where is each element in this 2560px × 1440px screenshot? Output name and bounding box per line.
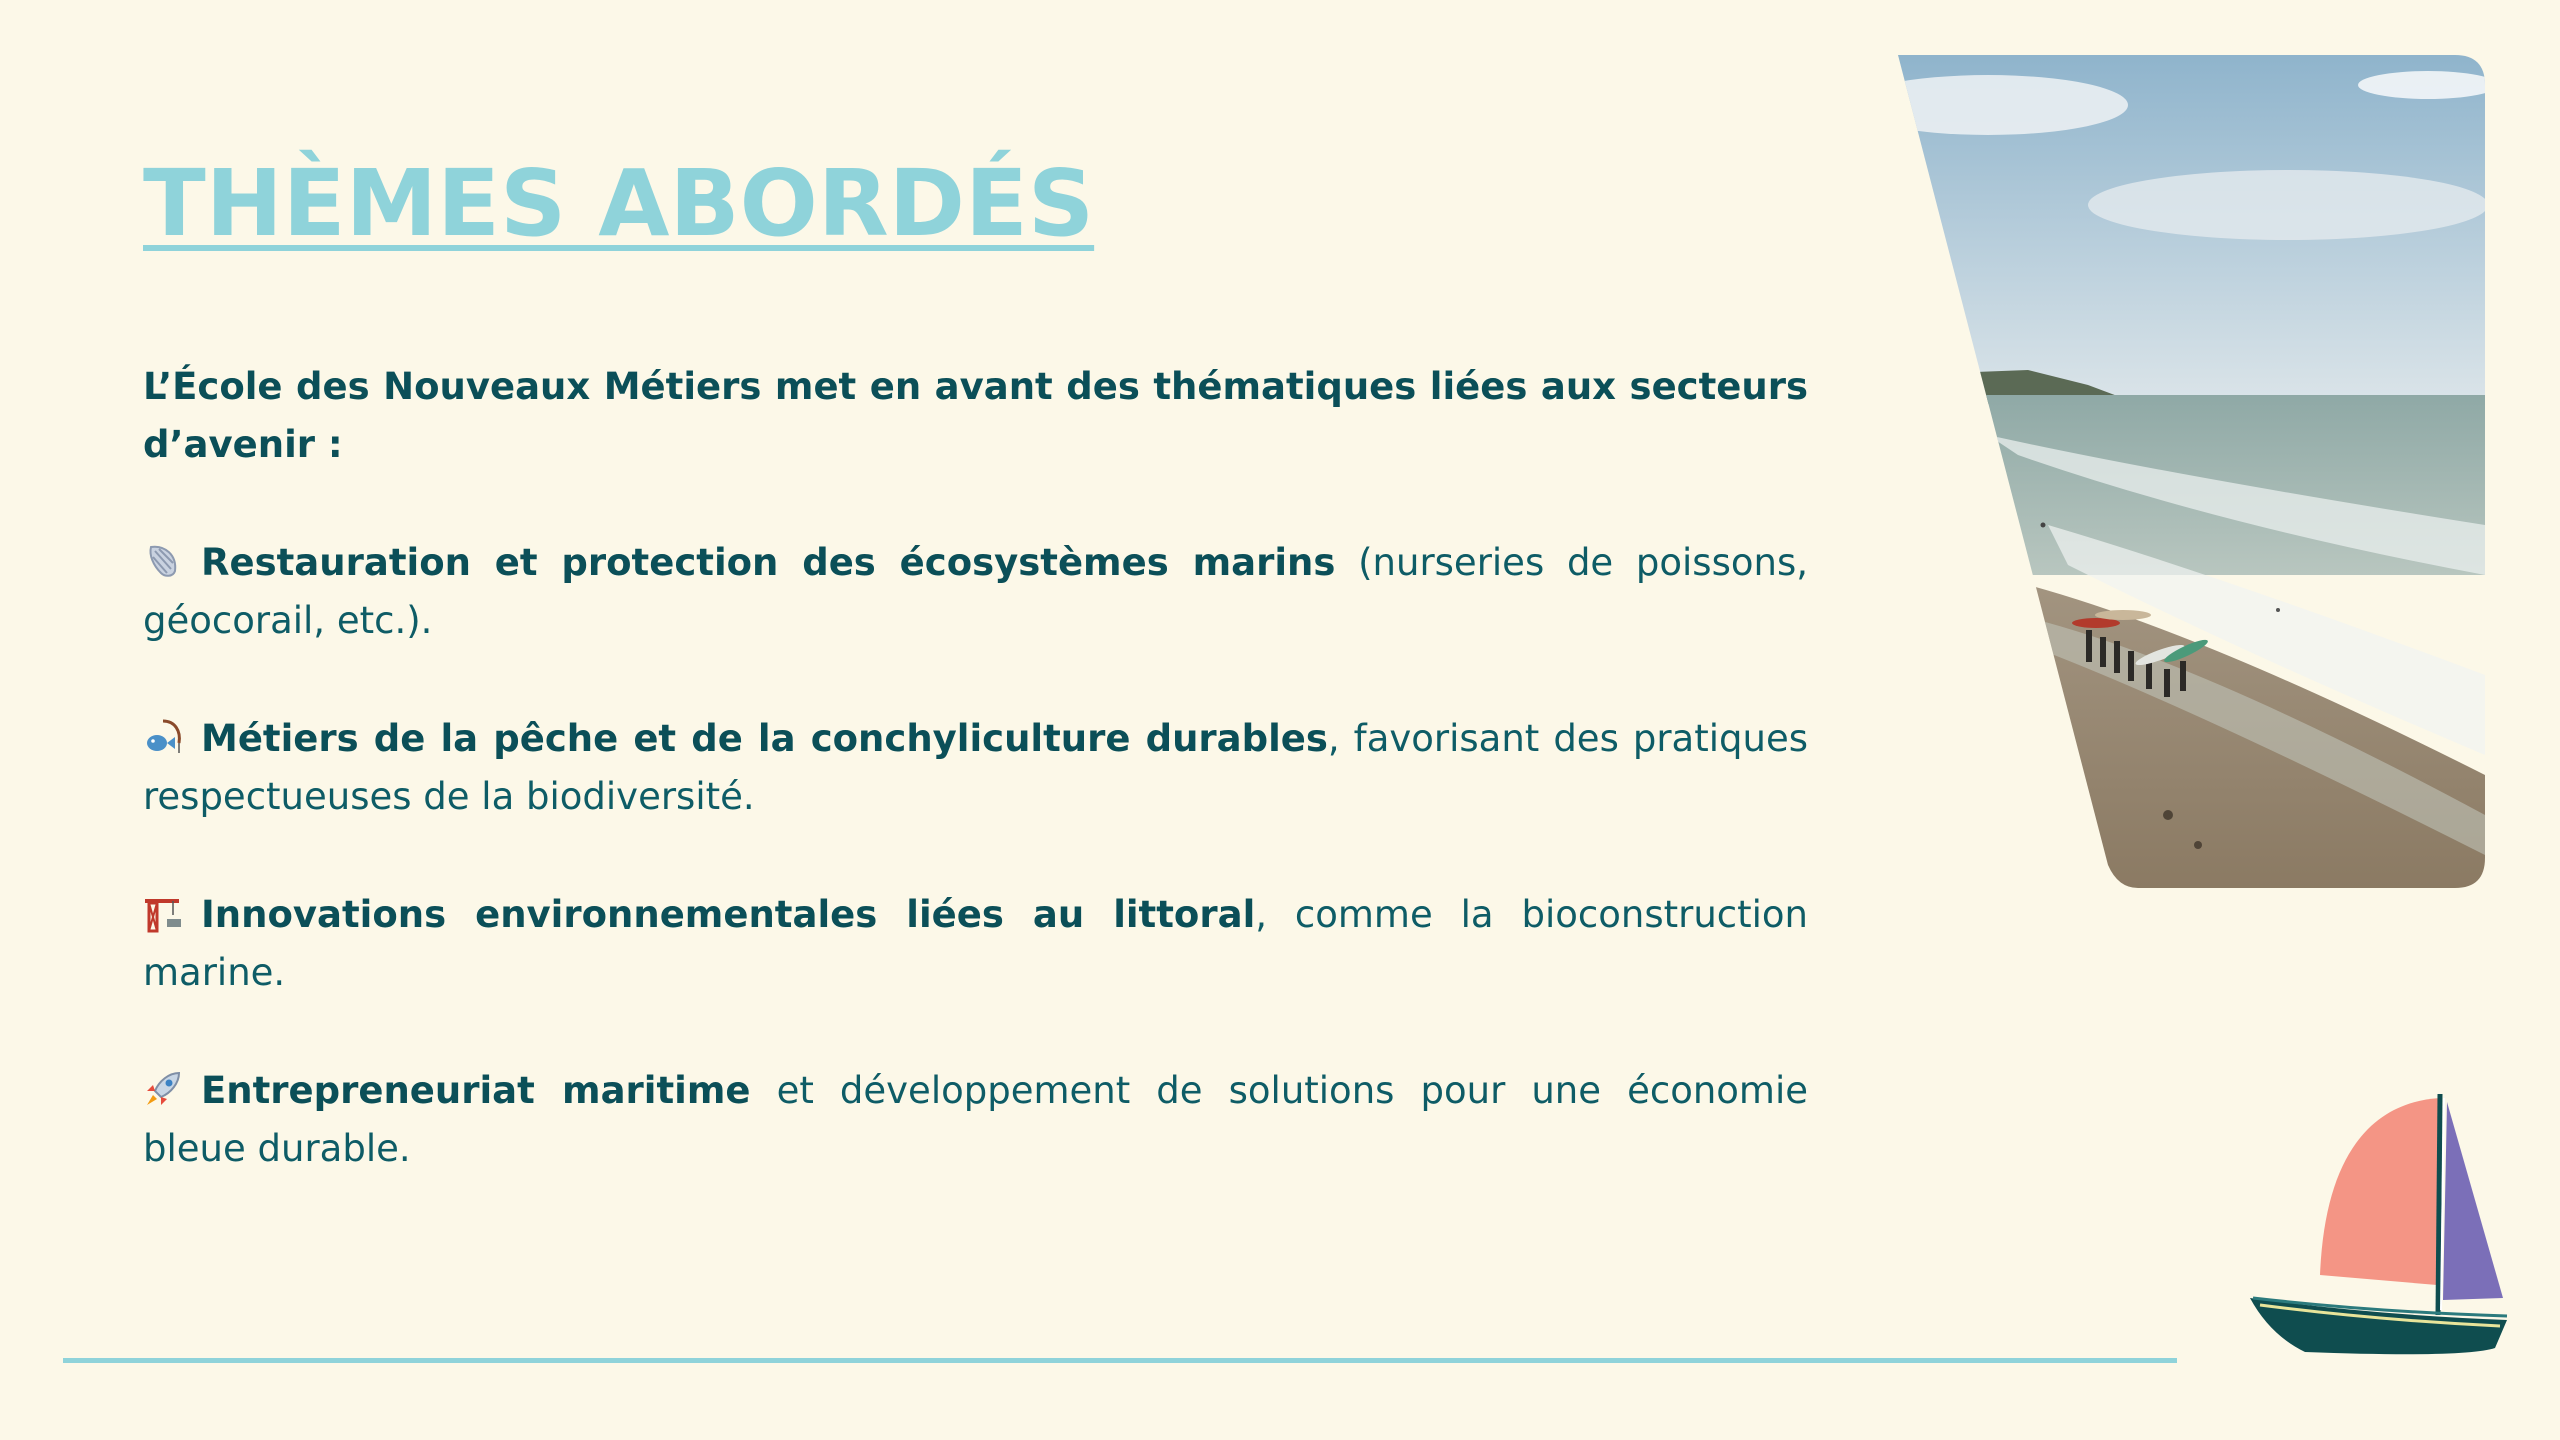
item-rest: et développement de solutions pour une économie bleue durable. — [143, 1069, 1808, 1170]
item-rest: , comme la bioconstruction marine. — [143, 893, 1808, 994]
footer-divider — [63, 1358, 2177, 1363]
list-item — [143, 710, 1808, 826]
slide-title: THÈMES ABORDÉS — [143, 150, 1095, 257]
construction-icon — [143, 893, 183, 933]
intro-text: L’École des Nouveaux Métiers met en avant des thématiques liées aux secteurs d’avenir : — [143, 365, 1808, 466]
beach-photo — [1868, 55, 2485, 888]
item-bold: Restauration et protection des écosystèmes marins — [201, 541, 1336, 584]
item-rest: , favorisant des pratiques respectueuses de la biodiversité. — [143, 717, 1808, 818]
sailboat-icon — [2245, 1090, 2515, 1365]
item-bold: Innovations environnementales liées au littoral — [201, 893, 1256, 936]
shell-icon — [143, 541, 183, 581]
fishing-icon — [143, 717, 183, 757]
list-item — [143, 1062, 1808, 1178]
item-bold: Métiers de la pêche et de la conchyliculture durables — [201, 717, 1328, 760]
slide-body — [143, 358, 1808, 1238]
list-item — [143, 534, 1808, 650]
rocket-icon — [143, 1069, 183, 1109]
list-item — [143, 886, 1808, 1002]
item-bold: Entrepreneuriat maritime — [201, 1069, 751, 1112]
intro-paragraph — [143, 358, 1808, 474]
item-rest: (nurseries de poissons, géocorail, etc.). — [143, 541, 1808, 642]
